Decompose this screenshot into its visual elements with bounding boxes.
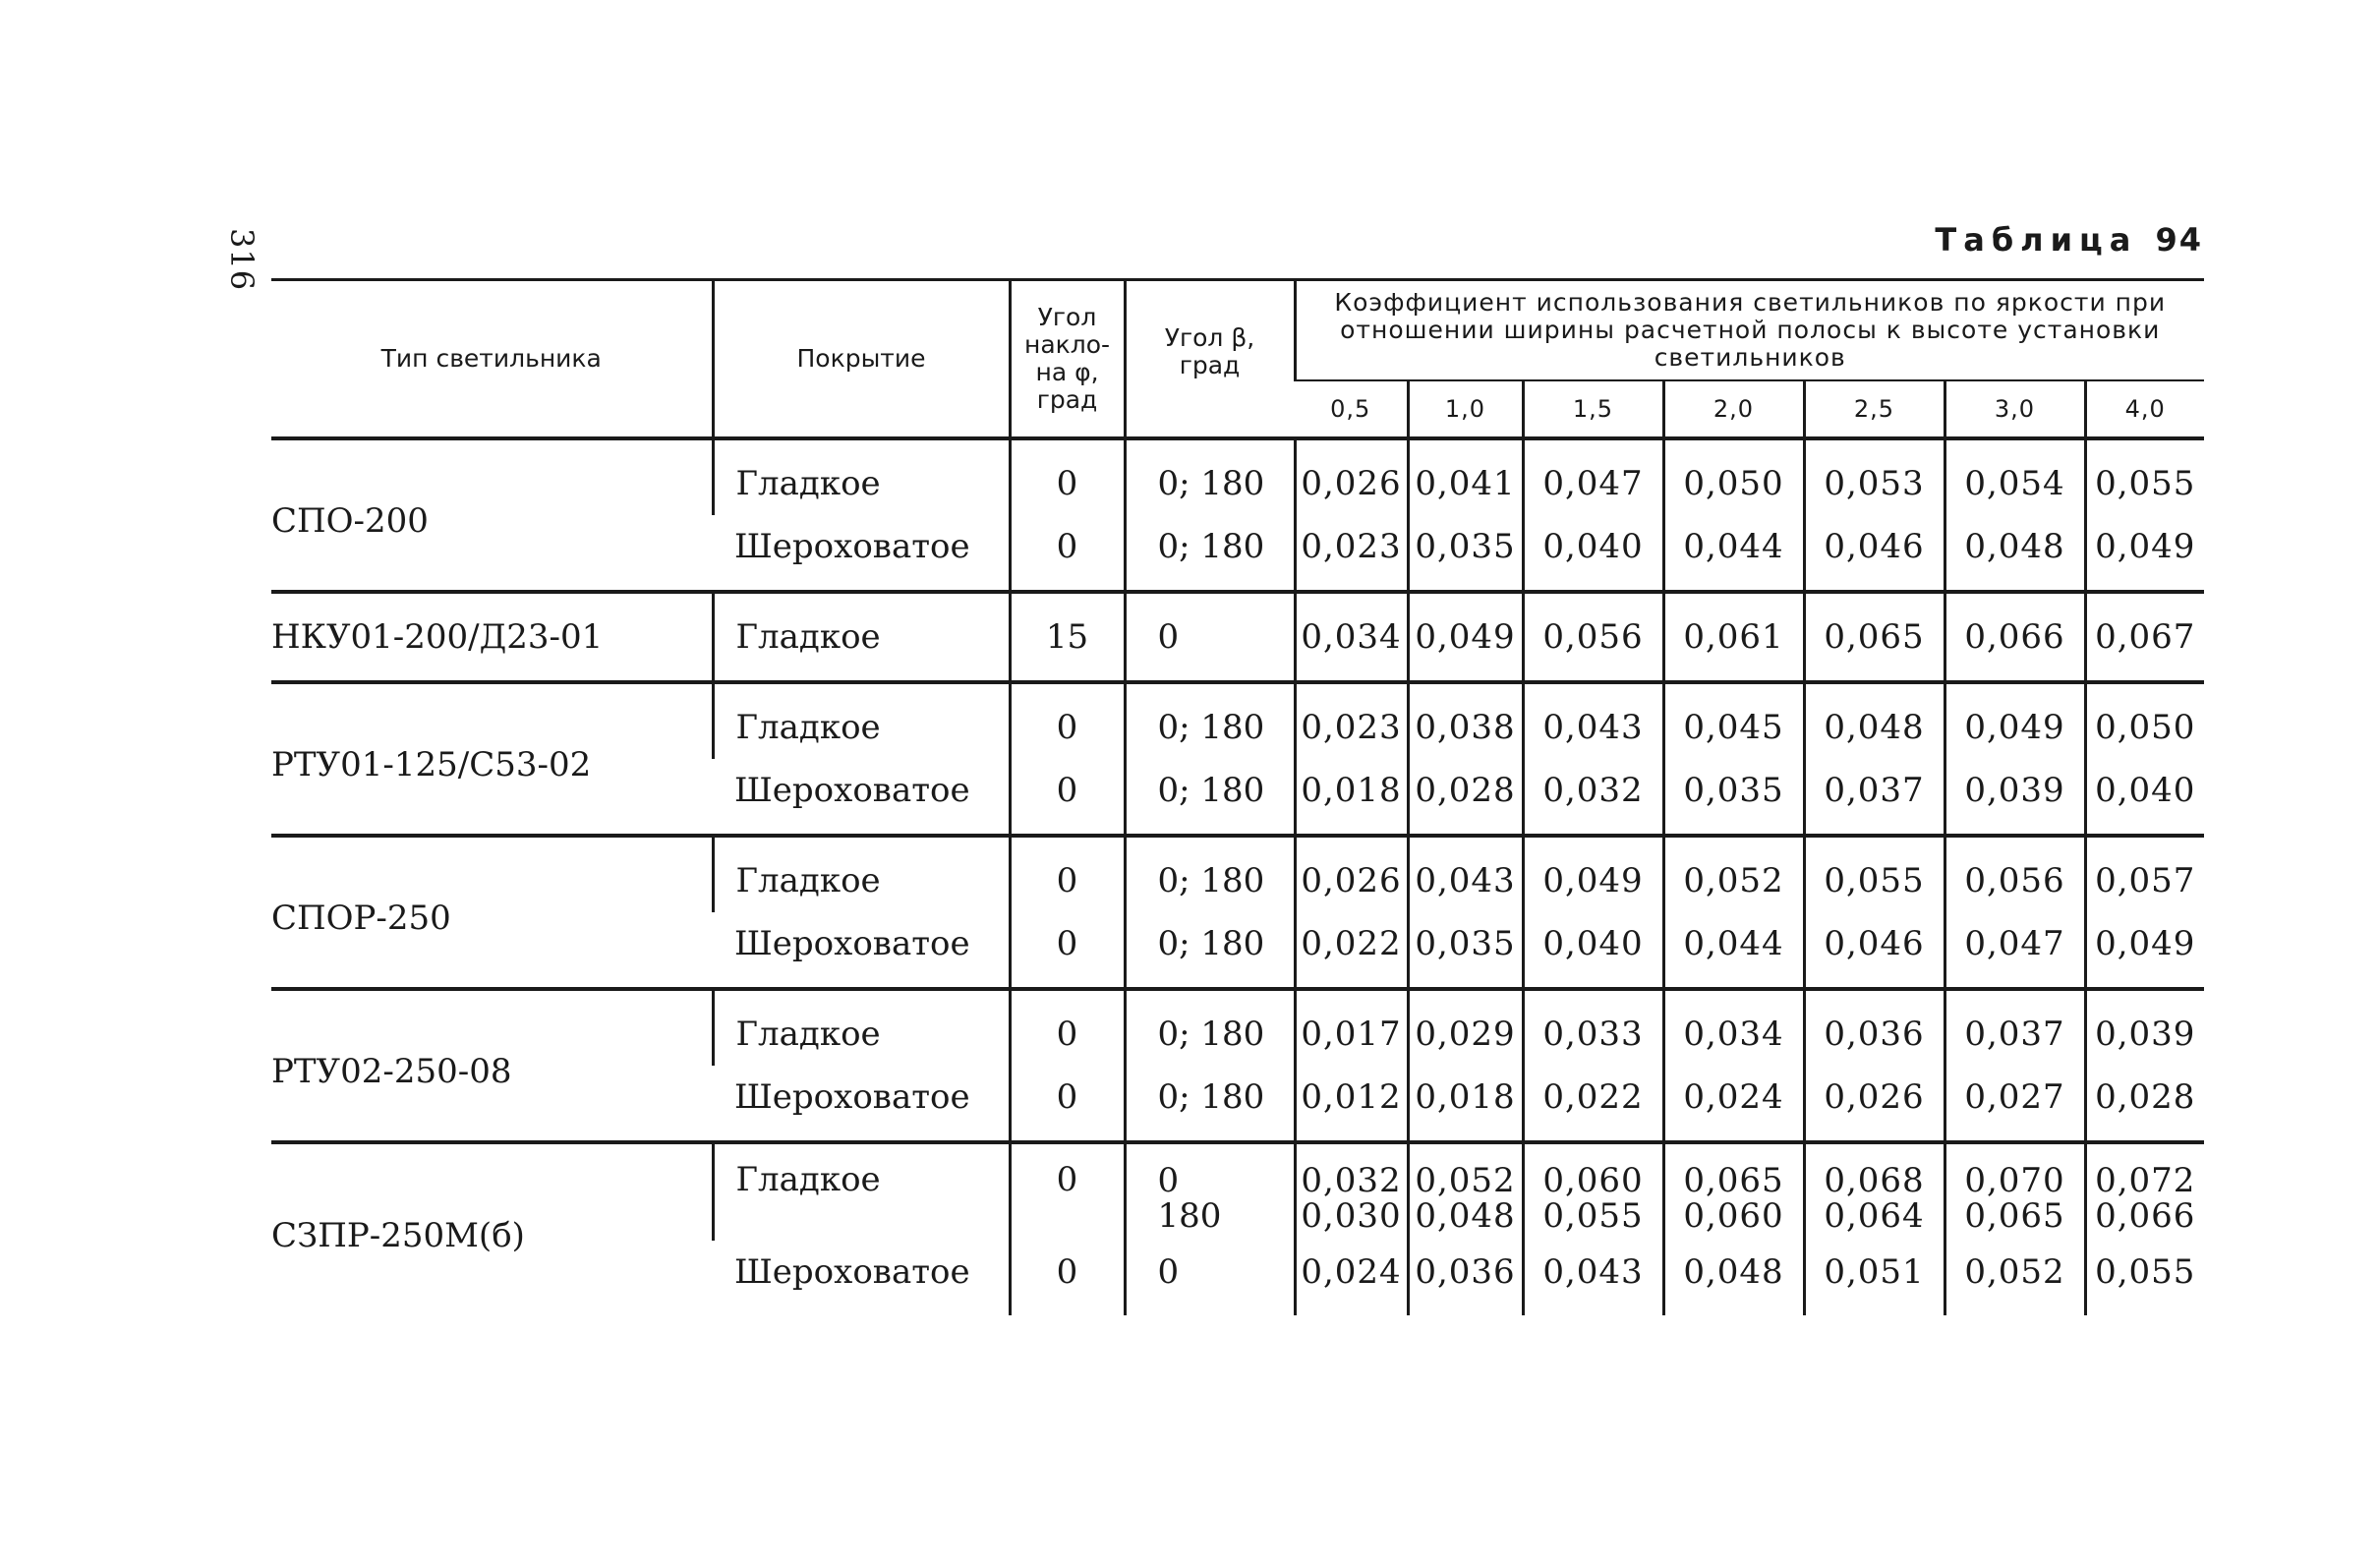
coefficient-cell [1295,1142,1408,1241]
coefficient-cell [2085,682,2204,759]
coefficient-value: 0,044 [1683,924,1784,963]
beta-angle-value: 0; 180 [1157,708,1265,747]
coefficient-value: 0,037 [1964,1015,2065,1054]
coefficient-cell [1663,592,1804,682]
coefficient-value: 0,065 [1683,1161,1784,1200]
coefficient-value: 0,049 [1415,617,1516,657]
tilt-angle-cell: 0 [1010,1142,1125,1241]
beta-angle-value: 0 [1157,1252,1180,1292]
tilt-angle-cell: 0 [1010,912,1125,989]
coefficient-cell [1408,1241,1523,1315]
coefficient-cell [1945,1066,2085,1142]
coefficient-cell [1523,515,1663,592]
beta-angle-value: 0; 180 [1157,1015,1265,1054]
table-row [271,592,2204,682]
coefficient-value: 0,040 [1542,924,1644,963]
coefficient-cell [1945,759,2085,836]
coefficient-value: 0,035 [1415,924,1516,963]
coefficient-cell [1295,592,1408,682]
header-tilt-angle-line: град [1036,385,1098,414]
coefficient-cell [1804,1241,1945,1315]
beta-angle-cell [1125,989,1295,1066]
luminaire-type: СПО-200 [271,438,713,592]
coefficient-value: 0,055 [1542,1196,1644,1236]
coefficient-cell [1408,682,1523,759]
coefficient-cell [1804,682,1945,759]
header-tilt-angle-line: на φ, [1035,358,1099,386]
coefficient-cell [2085,592,2204,682]
coefficient-value: 0,066 [2095,1196,2196,1236]
luminaire-type: СПОР-250 [271,836,713,989]
luminaire-group [271,836,2204,989]
coefficient-value: 0,070 [1964,1161,2065,1200]
header-ratio: 0,5 [1295,380,1408,438]
data-table [271,278,2204,1315]
coefficient-cell [2085,759,2204,836]
coefficient-value: 0,035 [1683,771,1784,810]
coating-cell: Гладкое [713,438,1010,515]
coefficient-cell [1408,438,1523,515]
coefficient-value: 0,049 [1542,861,1644,900]
coefficient-cell [1523,1066,1663,1142]
header-tilt-angle-line: Угол [1037,303,1097,331]
coefficient-cell [1295,1241,1408,1315]
coefficient-cell [2085,989,2204,1066]
header-coefficient-line: Коэффициент использования светильников по яркости при [1334,288,2167,317]
coefficient-value: 0,045 [1683,708,1784,747]
coefficient-value: 0,064 [1824,1196,1925,1236]
header-coating: Покрытие [713,280,1010,439]
beta-angle-cell [1125,682,1295,759]
coefficient-value: 0,047 [1542,464,1644,503]
beta-angle-cell [1125,438,1295,515]
header-coefficient [1295,280,2204,381]
luminaire-coefficient-table [271,278,2204,1315]
coefficient-value: 0,029 [1415,1015,1516,1054]
coefficient-cell [1663,989,1804,1066]
coefficient-value: 0,018 [1301,771,1402,810]
coefficient-cell [2085,912,2204,989]
coefficient-value: 0,052 [1683,861,1784,900]
coefficient-cell [1663,1142,1804,1241]
coefficient-value: 0,048 [1824,708,1925,747]
coefficient-cell [1523,759,1663,836]
header-tilt-angle-line: накло- [1023,330,1111,359]
coefficient-cell [1295,912,1408,989]
coefficient-value: 0,065 [1964,1196,2065,1236]
coefficient-value: 0,039 [2095,1015,2196,1054]
coefficient-value: 0,032 [1301,1161,1402,1200]
tilt-angle-cell: 0 [1010,682,1125,759]
beta-angle-value: 0; 180 [1157,771,1265,810]
beta-angle-cell [1125,1142,1295,1241]
coefficient-value: 0,066 [1964,617,2065,657]
luminaire-group [271,592,2204,682]
table-row [271,1142,2204,1241]
coefficient-cell [1295,759,1408,836]
coefficient-cell [1663,1241,1804,1315]
beta-angle-value: 0; 180 [1157,464,1265,503]
coefficient-value: 0,028 [2095,1077,2196,1117]
coefficient-cell [1804,1066,1945,1142]
coefficient-cell [1804,912,1945,989]
coefficient-value: 0,026 [1824,1077,1925,1117]
coefficient-value: 0,026 [1301,464,1402,503]
coefficient-cell [1295,438,1408,515]
luminaire-type: НКУ01-200/Д23-01 [271,592,713,682]
coefficient-cell [1945,682,2085,759]
tilt-angle-cell: 0 [1010,438,1125,515]
coefficient-value: 0,049 [2095,924,2196,963]
coating-cell: Гладкое [713,682,1010,759]
beta-angle-cell [1125,759,1295,836]
coefficient-value: 0,051 [1824,1252,1925,1292]
beta-angle-cell [1125,836,1295,912]
coefficient-cell [1945,1142,2085,1241]
coefficient-cell [1945,989,2085,1066]
coefficient-cell [1523,1142,1663,1241]
coefficient-value: 0,037 [1824,771,1925,810]
coefficient-value: 0,043 [1542,708,1644,747]
coefficient-cell [1804,438,1945,515]
coefficient-value: 0,040 [2095,771,2196,810]
luminaire-type: РТУ02-250-08 [271,989,713,1142]
coefficient-value: 0,049 [2095,527,2196,566]
luminaire-group [271,682,2204,836]
header-tilt-angle [1010,280,1125,439]
coefficient-cell [1408,759,1523,836]
coefficient-value: 0,048 [1683,1252,1784,1292]
coefficient-value: 0,034 [1683,1015,1784,1054]
coefficient-cell [1804,759,1945,836]
coefficient-value: 0,055 [1824,861,1925,900]
coefficient-cell [1945,836,2085,912]
table-row [271,682,2204,759]
beta-angle-cell [1125,592,1295,682]
coefficient-cell [1523,682,1663,759]
header-ratio: 3,0 [1945,380,2085,438]
tilt-angle-cell: 0 [1010,836,1125,912]
coefficient-cell [1804,989,1945,1066]
coefficient-cell [1663,1066,1804,1142]
coefficient-cell [1408,1066,1523,1142]
coefficient-value: 0,053 [1824,464,1925,503]
coefficient-value: 0,023 [1301,527,1402,566]
coefficient-cell [1408,592,1523,682]
coefficient-cell [1295,989,1408,1066]
coefficient-cell [1408,836,1523,912]
coating-cell: Гладкое [713,836,1010,912]
coefficient-cell [1804,515,1945,592]
coefficient-cell [1523,989,1663,1066]
coefficient-value: 0,046 [1824,924,1925,963]
coefficient-value: 0,068 [1824,1161,1925,1200]
coefficient-cell [1523,592,1663,682]
coating-cell: Шероховатое [734,1077,970,1117]
luminaire-group [271,438,2204,592]
luminaire-group [271,1142,2204,1315]
coefficient-value: 0,055 [2095,1252,2196,1292]
coefficient-value: 0,041 [1415,464,1516,503]
header-type: Тип светильника [271,280,713,439]
table-row [271,836,2204,912]
table-row [271,438,2204,515]
coefficient-cell [1945,912,2085,989]
coating-cell: Шероховатое [734,1252,970,1292]
header-ratio: 1,0 [1408,380,1523,438]
beta-angle-value: 0; 180 [1157,861,1265,900]
coefficient-value: 0,027 [1964,1077,2065,1117]
coefficient-cell [1663,912,1804,989]
beta-angle-value: 180 [1157,1196,1222,1236]
coefficient-value: 0,067 [2095,617,2196,657]
coefficient-value: 0,023 [1301,708,1402,747]
coefficient-cell [1804,592,1945,682]
header-beta-angle [1125,280,1295,439]
coefficient-cell [2085,438,2204,515]
coefficient-value: 0,017 [1301,1015,1402,1054]
table-label: Таблица [1935,221,2138,259]
coefficient-value: 0,047 [1964,924,2065,963]
coefficient-cell [1804,1142,1945,1241]
coefficient-value: 0,056 [1542,617,1644,657]
coefficient-cell [1408,515,1523,592]
coefficient-cell [1295,836,1408,912]
table-row [271,989,2204,1066]
header-ratio: 2,0 [1663,380,1804,438]
coating-cell: Шероховатое [734,527,970,566]
coefficient-value: 0,060 [1542,1161,1644,1200]
luminaire-type: РТУ01-125/С53-02 [271,682,713,836]
tilt-angle-cell: 0 [1010,1066,1125,1142]
coefficient-value: 0,039 [1964,771,2065,810]
coefficient-value: 0,036 [1824,1015,1925,1054]
coefficient-value: 0,052 [1964,1252,2065,1292]
coefficient-value: 0,040 [1542,527,1644,566]
coating-cell: Шероховатое [734,771,970,810]
coefficient-cell [1945,592,2085,682]
coefficient-value: 0,060 [1683,1196,1784,1236]
tilt-angle-cell: 0 [1010,515,1125,592]
beta-angle-cell [1125,912,1295,989]
coefficient-cell [1523,1241,1663,1315]
coefficient-value: 0,065 [1824,617,1925,657]
coefficient-cell [1945,438,2085,515]
tilt-angle-cell: 15 [1010,592,1125,682]
coefficient-cell [1663,759,1804,836]
coefficient-value: 0,043 [1542,1252,1644,1292]
coefficient-cell [1663,515,1804,592]
coefficient-cell [1295,682,1408,759]
beta-angle-value: 0; 180 [1157,924,1265,963]
coefficient-cell [1945,1241,2085,1315]
coefficient-value: 0,048 [1415,1196,1516,1236]
page-number: 316 [223,228,261,292]
coefficient-cell [2085,1241,2204,1315]
coefficient-cell [2085,1066,2204,1142]
coefficient-value: 0,057 [2095,861,2196,900]
coefficient-value: 0,022 [1542,1077,1644,1117]
coefficient-cell [1663,682,1804,759]
coefficient-value: 0,033 [1542,1015,1644,1054]
coefficient-cell [1523,438,1663,515]
beta-angle-value: 0 [1157,617,1180,657]
coefficient-value: 0,043 [1415,861,1516,900]
beta-angle-value: 0; 180 [1157,1077,1265,1117]
coefficient-value: 0,044 [1683,527,1784,566]
coefficient-value: 0,036 [1415,1252,1516,1292]
coefficient-value: 0,024 [1683,1077,1784,1117]
luminaire-group [271,989,2204,1142]
coating-cell: Гладкое [713,989,1010,1066]
coefficient-value: 0,050 [1683,464,1784,503]
coating-cell: Гладкое [713,592,1010,682]
coefficient-value: 0,050 [2095,708,2196,747]
coefficient-cell [1295,515,1408,592]
beta-angle-cell [1125,515,1295,592]
coefficient-value: 0,026 [1301,861,1402,900]
coefficient-value: 0,046 [1824,527,1925,566]
coefficient-value: 0,072 [2095,1161,2196,1200]
coefficient-cell [1295,1066,1408,1142]
coating-cell: Шероховатое [734,924,970,963]
coefficient-cell [1663,438,1804,515]
coefficient-value: 0,052 [1415,1161,1516,1200]
beta-angle-cell [1125,1066,1295,1142]
table-caption [1935,221,2203,259]
coefficient-cell [1663,836,1804,912]
coefficient-cell [2085,515,2204,592]
coefficient-value: 0,018 [1415,1077,1516,1117]
coefficient-value: 0,048 [1964,527,2065,566]
coefficient-value: 0,049 [1964,708,2065,747]
coefficient-value: 0,054 [1964,464,2065,503]
coefficient-cell [1408,912,1523,989]
coefficient-value: 0,055 [2095,464,2196,503]
coefficient-value: 0,012 [1301,1077,1402,1117]
coefficient-value: 0,030 [1301,1196,1402,1236]
coefficient-cell [1523,912,1663,989]
tilt-angle-cell: 0 [1010,1241,1125,1315]
coefficient-cell [2085,1142,2204,1241]
coefficient-cell [1945,515,2085,592]
beta-angle-value: 0 [1157,1161,1180,1200]
coefficient-value: 0,035 [1415,527,1516,566]
tilt-angle-cell: 0 [1010,759,1125,836]
table-header [271,280,2204,439]
tilt-angle-cell: 0 [1010,989,1125,1066]
header-coefficient-line: светильников [1654,343,1846,372]
coefficient-value: 0,061 [1683,617,1784,657]
header-beta-angle-line: Угол β, [1164,323,1255,352]
beta-angle-value: 0; 180 [1157,527,1265,566]
coating-cell: Гладкое [713,1142,1010,1241]
coefficient-value: 0,024 [1301,1252,1402,1292]
header-coefficient-line: отношении ширины расчетной полосы к высоте установки [1340,316,2161,344]
luminaire-type: СЗПР-250М(б) [271,1142,713,1315]
coefficient-cell [1804,836,1945,912]
table-number: 94 [2155,221,2203,259]
coefficient-value: 0,034 [1301,617,1402,657]
coefficient-value: 0,056 [1964,861,2065,900]
coefficient-value: 0,028 [1415,771,1516,810]
coefficient-value: 0,038 [1415,708,1516,747]
coefficient-value: 0,022 [1301,924,1402,963]
coefficient-cell [1408,989,1523,1066]
beta-angle-cell [1125,1241,1295,1315]
header-ratio: 2,5 [1804,380,1945,438]
coefficient-cell [1523,836,1663,912]
header-ratio: 1,5 [1523,380,1663,438]
coefficient-value: 0,032 [1542,771,1644,810]
coefficient-cell [2085,836,2204,912]
header-beta-angle-line: град [1179,351,1241,379]
coefficient-cell [1408,1142,1523,1241]
header-ratio: 4,0 [2085,380,2204,438]
